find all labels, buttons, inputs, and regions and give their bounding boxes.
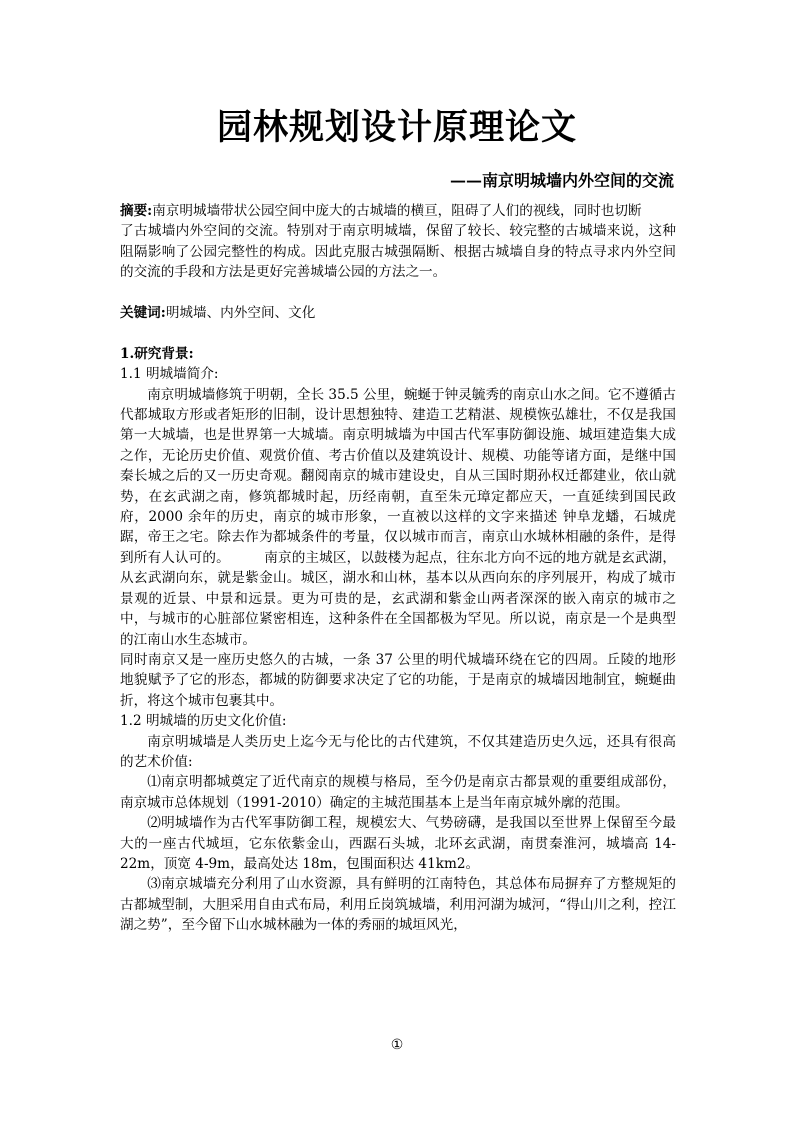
abstract-label: 摘要: [120,203,153,219]
subsection-heading-1-2: 1.2 明城墙的历史文化价值: [120,713,287,730]
paragraph-wall-surround: 同时南京又是一座历史悠久的古城，一条 37 公里的明代城墙环绕在它的四周。丘陵的地形地貌赋予了它的形态，都城的防御要求决定了它的功能，于是南京的城墙因地制宜，蜿蜒曲折，将这个城市包裹其中。 [120,651,676,709]
keywords-text: 明城墙、内外空间、文化 [165,305,316,322]
keywords-label: 关键词: [120,305,166,322]
abstract-first-line [120,201,676,221]
abstract-text-line1: 南京明城墙带状公园空间中庞大的古城墙的横亘，阻碍了人们的视线，同时也切断 [152,203,642,219]
paragraph-value-intro: 南京明城墙是人类历史上迄今无与伦比的古代建筑，不仅其建造历史久远，还具有很高的艺术价值: [120,733,676,770]
page-number: ① [390,1037,404,1053]
keywords-line [120,303,676,323]
paragraph-wall-intro: 南京明城墙修筑于明朝，全长 35.5 公里，蜿蜒于钟灵毓秀的南京山水之间。它不遵循古代都城取方形或者矩形的旧制，设计思想独特、建造工艺精湛、规模恢弘雄壮，不仅是我国第一大城墙，也是世界第一大城墙。南京明城墙为中国古代军事防御设施、城垣建造集大成之作，无论历史价值、观赏价值、考古价值以及建筑设计、规模、功能等诸方面，是继中国秦长城之后的又一历史奇观。翻阅南京的城市建设史，自从三国时期孙权迁都建业，依山就势，在玄武湖之南，修筑都城时起，历经南朝，直至朱元璋定都应天，一直延续到国民政府，2000 余年的历史，南京的城市形象，一直被以这样的文字来描述 钟阜龙蟠，石城虎踞，帝王之宅。除去作为都城条件的考量，仅以城市而言，南京山水城林相融的条件，是得到所有人认可的。 南京的主城区，以鼓楼为起点，往东北方向不远的地方就是玄武湖，从玄武湖向东，就是紫金山。城区，湖水和山林，基本以从西向东的序列展开，构成了城市景观的近景、中景和远景。更为可贵的是，玄武湖和紫金山两者深深的嵌入南京的城市之中，与城市的心脏部位紧密相连，这种条件在全国都极为罕见。所以说，南京是一个是典型的江南山水生态城市。 [120,386,677,648]
document-title: 园林规划设计原理论文 [216,107,577,148]
paragraph-value-1: ⑴南京明都城奠定了近代南京的规模与格局，至今仍是南京古都景观的重要组成部份，南京城市总体规划（1991-2010）确定的主城范围基本上是当年南京城外廓的范围。 [120,774,676,811]
spacer [120,283,676,303]
paragraph-value-3: ⑶南京城墙充分利用了山水资源，具有鲜明的江南特色，其总体布局摒弃了方整规矩的古都城型制，大胆采用自由式布局，利用丘岗筑城墙，利用河湖为城河，“得山川之利，控江湖之势”，至今留下山水城林融为一体的秀丽的城垣风光， [120,876,676,934]
document-body [120,201,676,936]
spacer [120,323,676,343]
abstract-text-rest: 了古城墙内外空间的交流。特别对于南京明城墙，保留了较长、较完整的古城墙来说，这种阻隔影响了公园完整性的构成。因此克服古城强隔断、根据古城墙自身的特点寻求内外空间的交流的手段和方法是更好完善城墙公园的方法之一。 [120,223,676,281]
subsection-heading-1-1: 1.1 明城墙简介: [120,366,219,383]
document-subtitle: ——南京明城墙内外空间的交流 [449,171,674,190]
paragraph-value-2: ⑵明城墙作为古代军事防御工程，规模宏大、气势磅礴，是我国以至世界上保留至今最大的一座古代城垣，它东依紫金山，西踞石头城，北环玄武湖，南贯秦淮河，城墙高 14-22m，顶宽 4-9m，最高处达 18m，包围面积达 41km2。 [120,815,676,872]
section-heading-research-background: 1.研究背景: [120,345,194,362]
